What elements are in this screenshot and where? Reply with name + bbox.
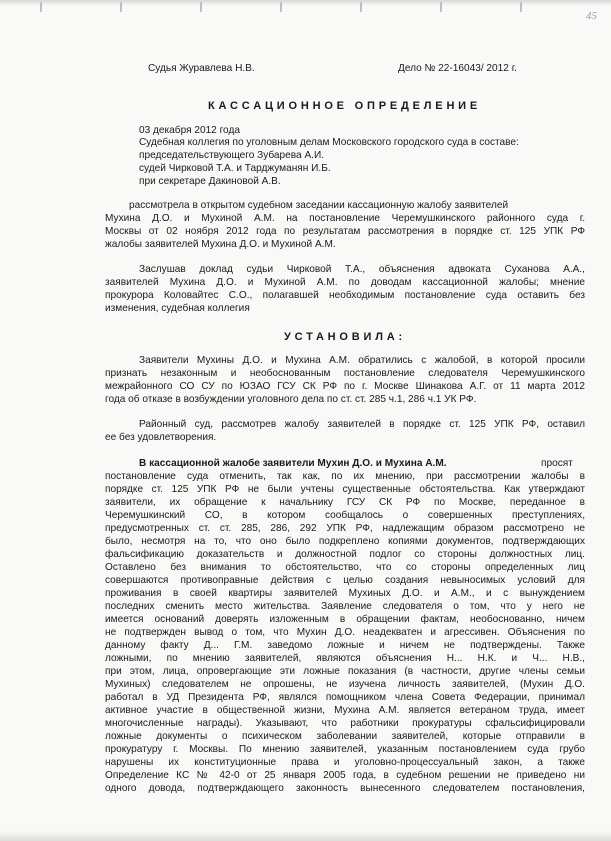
binding-mark — [40, 2, 42, 12]
paragraph-line: Мухина Д.О. и Мухиной А.М. на постановление Черемушкинского районного суда г. — [105, 213, 585, 224]
paragraph-line: межрайонного СО СУ по ЮЗАО ГСУ СК РФ по г. Москве Шинакова А.Г. от 11 марта 2012 — [105, 381, 585, 392]
paragraph-line: Заслушав доклад судьи Чирковой Т.А., объяснения адвоката Суханова А.А., — [139, 264, 585, 275]
section-heading: УСТАНОВИЛА: — [284, 331, 406, 343]
paragraph-line: рассмотрела в открытом судебном заседании кассационную жалобу заявителей — [129, 200, 509, 211]
paragraph-line: не подтвержден вывод о том, что Мухин Д.О. неадекватен и агрессивен. Объяснения по — [105, 627, 585, 638]
binding-mark — [360, 2, 362, 12]
paragraph-line: признать незаконным и необоснованным постановление следователя Черемушкинского — [105, 368, 585, 379]
paragraph-line: фальсификацию доказательств и должностной подлог со стороны должностных лиц. — [105, 549, 585, 560]
binding-mark — [280, 2, 282, 12]
intro-line: при секретаре Дакиновой А.В. — [139, 176, 281, 187]
paragraph-line: нарушены их конституционные права и уголовно-процессуальный закон, а также — [105, 757, 585, 768]
paragraph-line: заявителей Мухина Д.О. и Мухиной А.М. по доводам кассационной жалобы; мнение — [105, 277, 585, 288]
paragraph-line: имеется оснований доверять изложенным в обращении фактам, необоснованно, ничем — [105, 614, 585, 625]
paragraph-line-bold: В кассационной жалобе заявители Мухин Д.О. и Мухина А.М. — [139, 458, 447, 469]
paragraph-line: Определение КС № 42-0 от 25 января 2005 года, в судебном решении не приведено ни — [105, 770, 585, 781]
binding-mark — [200, 2, 202, 12]
paragraph-line: многочисленные награды). Указывают, что работники прокуратуры сфальсифицировали — [105, 718, 585, 729]
paragraph-line: постановление суда отменить, так как, по их мнению, при рассмотрении жалобы в — [105, 471, 585, 482]
paragraph-line: данному факту Д... Г.М. заведомо ложные и ничем не подтверждены. Также — [105, 640, 585, 651]
scan-bottom-edge — [0, 831, 611, 841]
paragraph-line: года об отказе в возбуждении уголовного дела по ст. ст. 285 ч.1, 286 ч.1 УК РФ. — [105, 394, 477, 405]
case-number: Дело № 22-16043/ 2012 г. — [398, 63, 517, 74]
paragraph-line: заявители, их обращение к начальнику ГСУ СК РФ по Москве, переданное в — [105, 497, 585, 508]
paragraph-line: ее без удовлетворения. — [105, 432, 217, 443]
paragraph-line: предусмотренных ст. ст. 285, 286, 292 УПК РФ, надлежащим образом рассмотрено не — [105, 523, 585, 534]
document-title: КАССАЦИОННОЕ ОПРЕДЕЛЕНИЕ — [208, 100, 482, 112]
paragraph-line: порядке ст. 125 УПК РФ не были учтены существенные обстоятельства. Как утверждают — [105, 484, 585, 495]
judge-name: Судья Журавлева Н.В. — [148, 63, 255, 74]
paragraph-line: при этом, лица, опровергающие эти ложные показания (в частности, другие члены семьи — [105, 666, 585, 677]
paragraph-line: активное участие в общественной жизни, Мухина А.М. является ветераном труда, имеет — [105, 705, 585, 716]
paragraph-line: одного довода, подтверждающего законность вынесенного следователем постановления, — [105, 783, 585, 794]
paragraph-line: прокурора Коловайтес С.О., полагавшей необходимым постановление суда оставить без — [105, 290, 585, 301]
paragraph-line: проживания в своей квартиры заявителей Мухиных Д.О. и А.М., и с вынуждением — [105, 588, 585, 599]
intro-line: 03 декабря 2012 года — [139, 125, 240, 136]
intro-line: председательствующего Зубарева А.И. — [139, 150, 325, 161]
paragraph-line: просят — [541, 458, 573, 469]
binding-mark — [120, 2, 122, 12]
paragraph-line: совершаются противоправные действия с целью создания невыносимых условий для — [105, 575, 585, 586]
intro-line: Судебная коллегия по уголовным делам Московского городского суда в составе: — [139, 137, 519, 148]
paragraph-line: ложными, по мнению заявителей, являются объяснения Н... Н.К. и Ч... Н.В., — [105, 653, 585, 664]
paragraph-line: последних сменить место жительства. Заявление следователя о том, что у него не — [105, 601, 585, 612]
page-number: 45 — [586, 10, 597, 22]
paragraph-line: прокуратуру г. Москвы. По мнению заявителей, указанным постановлением суда грубо — [105, 744, 585, 755]
binding-mark — [520, 2, 522, 12]
paragraph-line: Мухиных) следователем не опрошены, не изучена личность заявителей, (Мухин Д.О. — [105, 679, 585, 690]
binding-mark — [440, 2, 442, 12]
paragraph-line: Черемушкинский СО, в котором сообщалось о совершенных преступлениях, — [105, 510, 585, 521]
paragraph-line: изменения, судебная коллегия — [105, 303, 250, 314]
paragraph-line: ложные документы о психическом заболевании заявителей, которые отправили в — [105, 731, 585, 742]
paragraph-line: жалобы заявителей Мухина Д.О. и Мухиной А.М. — [105, 239, 336, 250]
intro-line: судей Чирковой Т.А. и Тарджуманян И.Б. — [139, 163, 331, 174]
paragraph-line: Оставлено без внимания то обстоятельство, что со стороны определенных лиц — [105, 562, 585, 573]
paragraph-line: работал в УД Президента РФ, являлся помощником члена Совета Федерации, принимал — [105, 692, 585, 703]
paragraph-line: Москвы от 02 ноября 2012 года по результатам рассмотрения в порядке ст. 125 УПК РФ — [105, 226, 585, 237]
paragraph-line: Районный суд, рассмотрев жалобу заявителей в порядке ст. 125 УПК РФ, оставил — [139, 419, 585, 430]
paragraph-line: было, несмотря на то, что оно было подкреплено копиями документов, подтверждающих — [105, 536, 585, 547]
paragraph-line: Заявители Мухины Д.О. и Мухина А.М. обратились с жалобой, в которой просили — [139, 355, 585, 366]
